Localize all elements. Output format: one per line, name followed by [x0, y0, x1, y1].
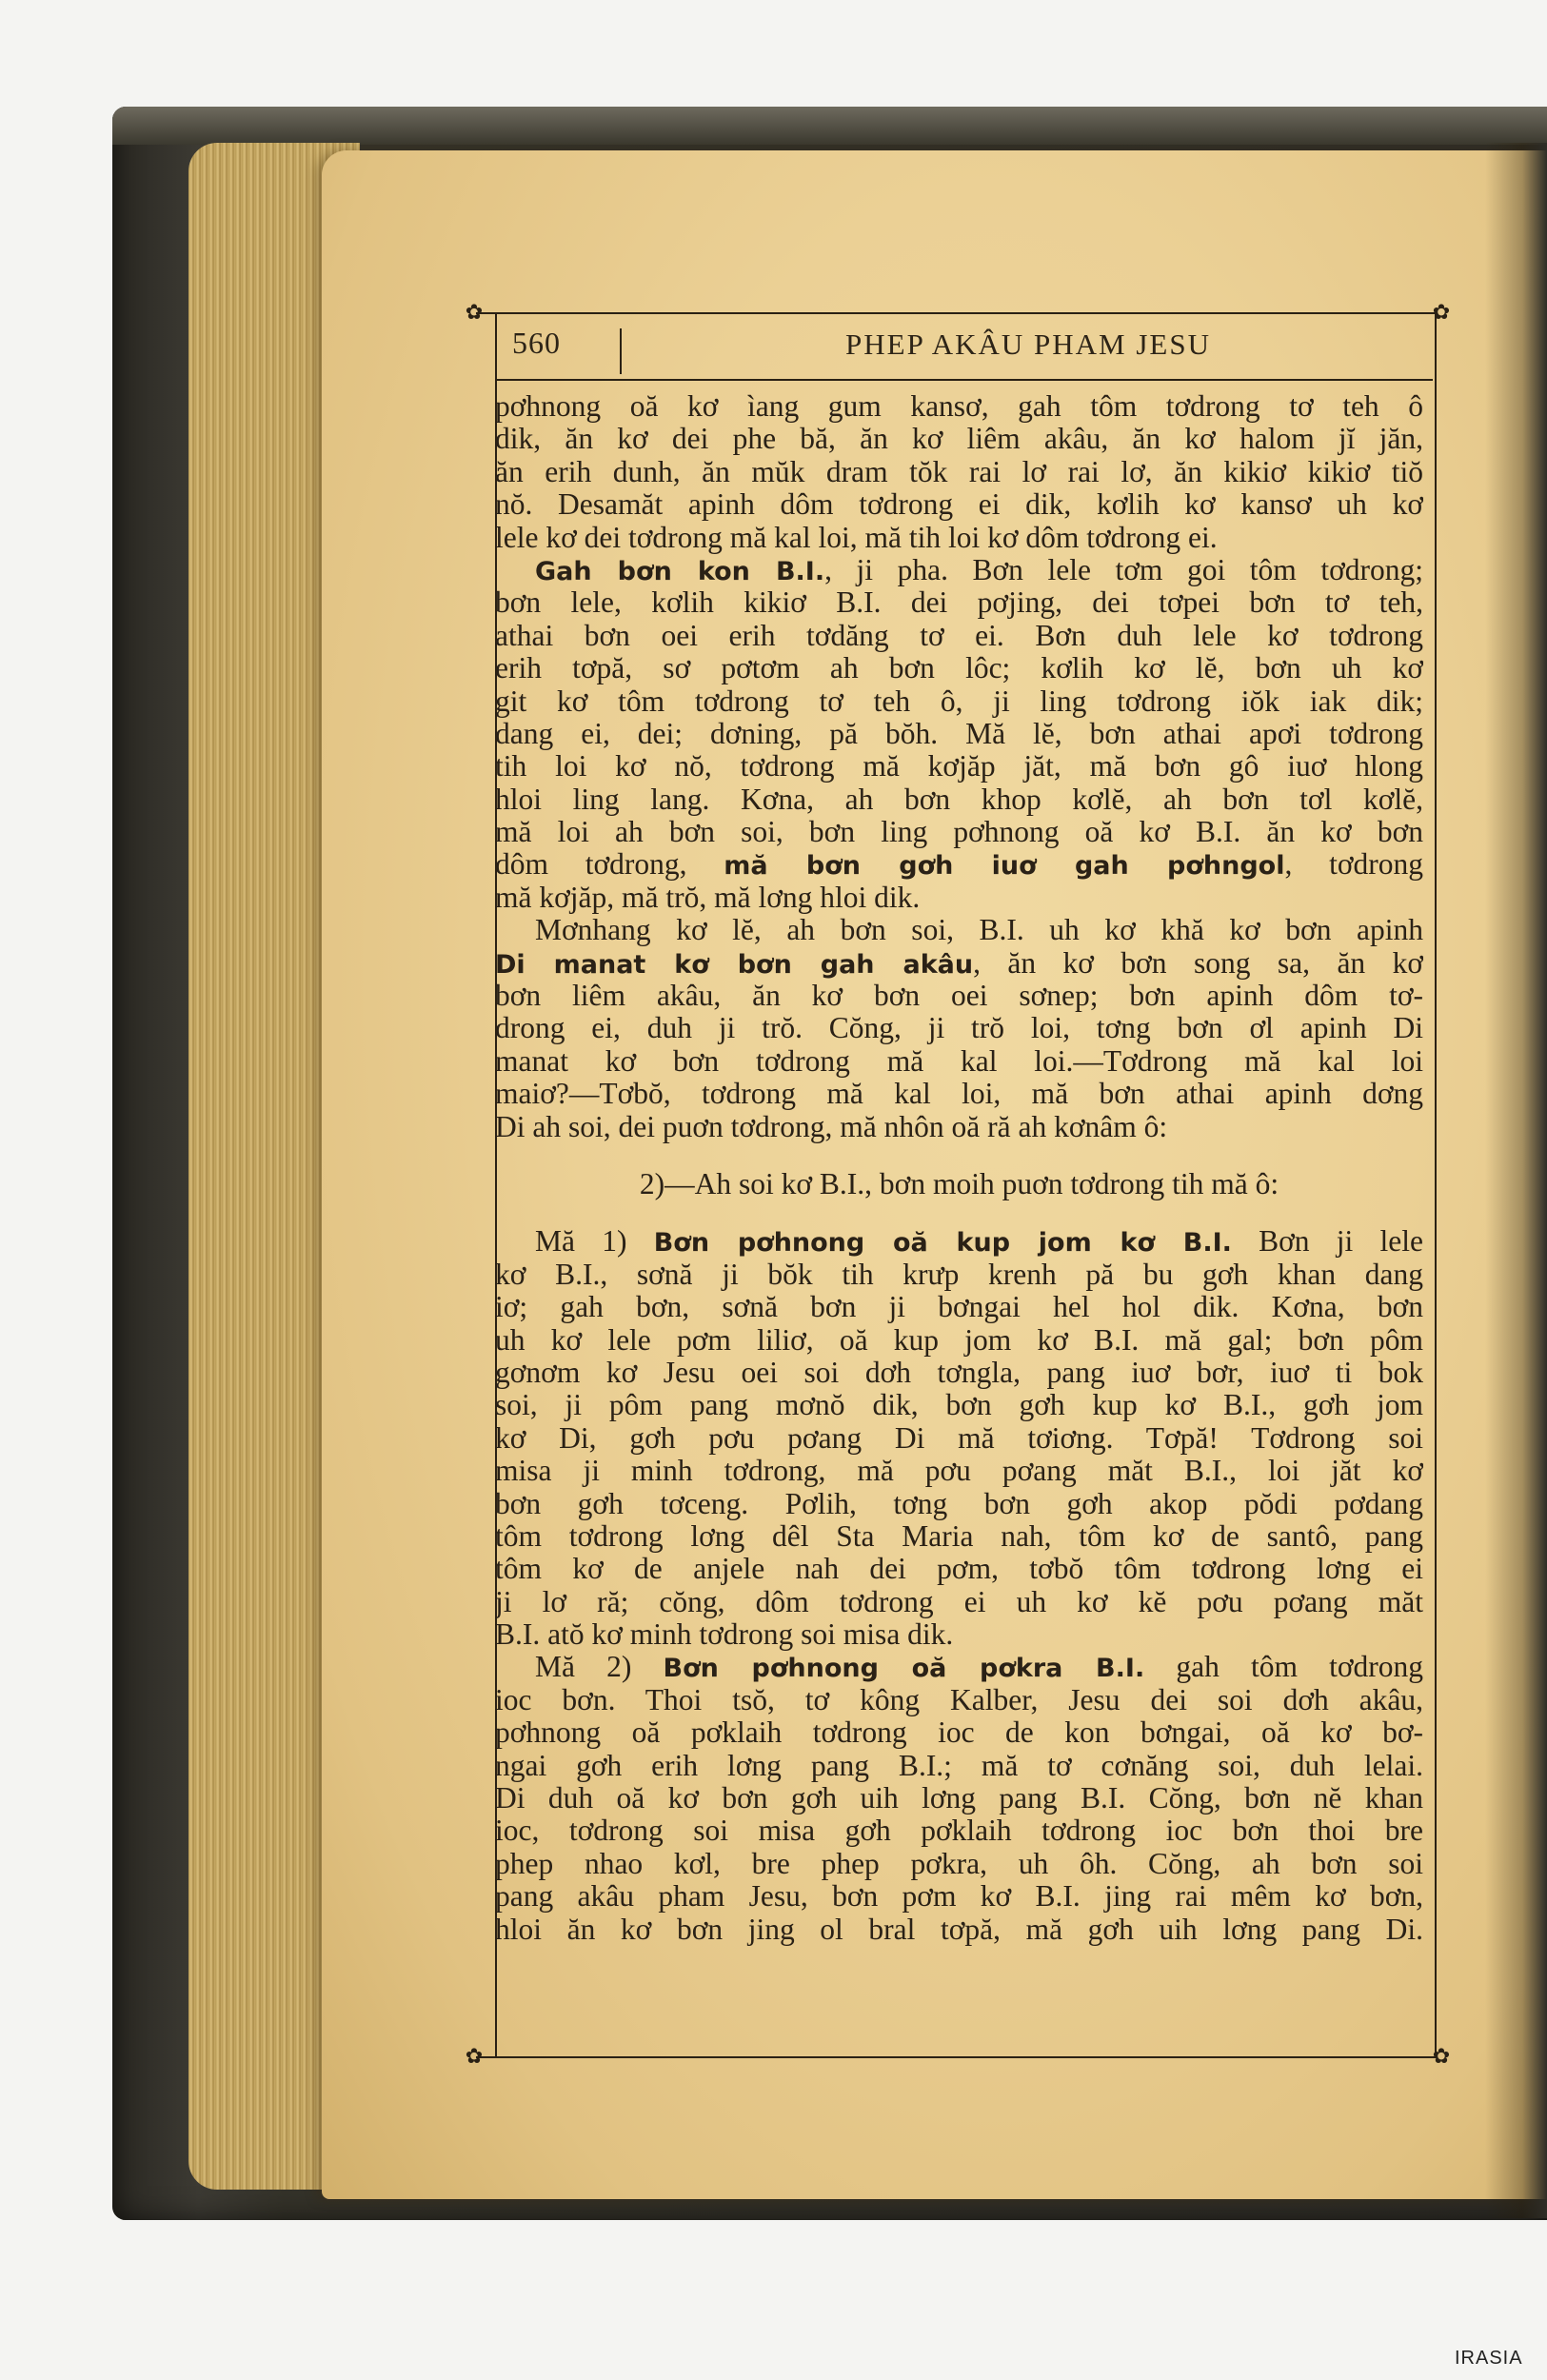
header-separator — [620, 328, 622, 374]
text-line — [495, 1520, 1423, 1553]
text-run: Bơn ji lele — [1231, 1225, 1423, 1259]
bold-phrase: Bơn pơhnong oă kup jom kơ B.I. — [653, 1228, 1232, 1259]
text-run: pơhnong oă pơklaih tơdrong ioc de kon bơngai, oă kơ bơ- — [495, 1716, 1423, 1750]
text-line — [495, 685, 1423, 718]
text-run: nŏ. Desamăt apinh dôm tơdrong ei dik, kơlih kơ kansơ uh kơ — [495, 488, 1423, 522]
text-run: ioc bơn. Thoi tsŏ, tơ kông Kalber, Jesu dei soi dơh akâu, — [495, 1683, 1423, 1716]
text-line — [495, 554, 1423, 586]
text-line — [495, 586, 1423, 619]
page-number: 560 — [512, 326, 561, 360]
text-line — [495, 1618, 1423, 1651]
text-line — [495, 914, 1423, 946]
text-run: ngai gơh erih lơng pang B.I.; mă tơ cơnăng soi, duh lelai. — [495, 1749, 1423, 1782]
text-line — [495, 1389, 1423, 1421]
page-gutter-shadow — [1485, 143, 1547, 2218]
text-run: , tơdrong — [1284, 848, 1423, 882]
text-line — [495, 1716, 1423, 1749]
text-line — [495, 1586, 1423, 1618]
text-run: Di ah soi, dei puơn tơdrong, mă nhôn oă ră ah kơnâm ô: — [495, 1110, 1168, 1143]
text-run: Mơnhang kơ lĕ, ah bơn soi, B.I. uh kơ khă kơ bơn apinh — [535, 914, 1423, 947]
text-line — [495, 783, 1423, 816]
flower-ornament-icon: ✿ — [465, 300, 484, 324]
text-run: dang ei, dei; dơning, pă bŏh. Mă lĕ, bơn athai apơi tơdrong — [495, 717, 1423, 750]
flower-ornament-icon: ✿ — [465, 2044, 484, 2068]
text-line — [495, 947, 1423, 980]
text-run: dik, ăn kơ dei phe bă, ăn kơ liêm akâu, ăn kơ halom jĭ jăn, — [495, 423, 1423, 456]
text-line — [495, 456, 1423, 488]
text-run: git kơ tôm tơdrong tơ teh ô, ji ling tơdrong iŏk iak dik; — [495, 684, 1423, 718]
text-run: Mă 2) — [535, 1651, 664, 1684]
text-run: soi, ji pôm pang mơnŏ dik, bơn gơh kup kơ B.I., gơh jom — [495, 1389, 1423, 1422]
text-run: Mă 1) — [535, 1225, 654, 1259]
paragraph-gap — [495, 1200, 1423, 1225]
bold-phrase: Di manat kơ bơn gah akâu — [495, 949, 974, 980]
text-run: phep nhao kơl, bre phep pơkra, uh ôh. Cŏng, ah bơn soi — [495, 1847, 1423, 1880]
text-run: iơ; gah bơn, sơnă bơn ji bơngai hel hol dik. Kơna, bơn — [495, 1291, 1423, 1324]
text-run: uh kơ lele pơm liliơ, oă kup jom kơ B.I. mă gal; bơn pôm — [495, 1323, 1423, 1357]
text-line — [495, 1488, 1423, 1520]
text-line — [495, 1045, 1423, 1078]
text-line — [495, 620, 1423, 652]
text-run: erih tơpă, sơ pơtơm ah bơn lôc; kơlih kơ lĕ, bơn uh kơ — [495, 652, 1423, 685]
text-line — [495, 1291, 1423, 1323]
text-line — [495, 1848, 1423, 1880]
paragraph-gap — [495, 1143, 1423, 1168]
text-run: tôm kơ de anjele nah dei pơm, tơbŏ tôm tơdrong lơng ei — [495, 1553, 1423, 1586]
book-cover-edge — [112, 107, 1547, 145]
text-run: pơhnong oă kơ ìang gum kansơ, gah tôm tơdrong tơ teh ô — [495, 390, 1423, 423]
text-run: B.I. atŏ kơ minh tơdrong soi misa dik. — [495, 1618, 954, 1652]
text-line — [495, 1012, 1423, 1044]
text-line — [495, 1324, 1423, 1357]
text-line — [495, 1750, 1423, 1782]
flower-ornament-icon: ✿ — [1432, 300, 1451, 324]
text-run: bơn liêm akâu, ăn kơ bơn oei sơnep; bơn apinh dôm tơ- — [495, 980, 1423, 1013]
text-run: bơn gơh tơceng. Pơlih, tơng bơn gơh akop pŏdi pơdang — [495, 1487, 1423, 1520]
text-run: drong ei, duh ji trŏ. Cŏng, ji trŏ loi, tơng bơn ơl apinh Di — [495, 1012, 1423, 1045]
text-line — [495, 1455, 1423, 1487]
text-run: maiơ?—Tơbŏ, tơdrong mă kal loi, mă bơn athai apinh dơng — [495, 1078, 1423, 1111]
text-run: athai bơn oei erih tơdăng tơ ei. Bơn duh lele kơ tơdrong — [495, 619, 1423, 652]
text-run: lele kơ dei tơdrong mă kal loi, mă tih loi kơ dôm tơdrong ei. — [495, 521, 1218, 554]
text-run: misa ji minh tơdrong, mă pơu pơang măt B.I., loi jăt kơ — [495, 1455, 1423, 1488]
text-line — [495, 423, 1423, 455]
header-rule — [495, 379, 1433, 381]
text-line — [495, 390, 1423, 423]
text-line — [495, 1259, 1423, 1291]
text-line — [495, 1782, 1423, 1815]
text-run: dôm tơdrong, — [495, 848, 724, 882]
text-run: ăn erih dunh, ăn mŭk dram tŏk rai lơ rai lơ, ăn kikiơ kikiơ tiŏ — [495, 455, 1423, 488]
text-line — [495, 1422, 1423, 1455]
frame-rule-top — [476, 312, 1438, 314]
bold-phrase: Gah bơn kon B.I. — [535, 556, 825, 586]
text-line — [495, 1553, 1423, 1585]
text-run: kơ Di, gơh pơu pơang Di mă tơiơng. Tơpă! Tơdrong soi — [495, 1421, 1423, 1455]
watermark: IRASIA — [1455, 2348, 1523, 2369]
text-run: , ăn kơ bơn song sa, ăn kơ — [973, 946, 1423, 980]
text-run: manat kơ bơn tơdrong mă kal loi.—Tơdrong mă kal loi — [495, 1044, 1423, 1078]
text-line — [495, 488, 1423, 521]
text-line — [495, 1914, 1423, 1946]
text-run: mă kơjăp, mă trŏ, mă lơng hloi dik. — [495, 881, 921, 914]
text-run: 2)—Ah soi kơ B.I., bơn moih puơn tơdrong tih mă ô: — [639, 1167, 1279, 1200]
text-line — [495, 1357, 1423, 1389]
text-run: tih loi kơ nŏ, tơdrong mă kơjăp jăt, mă bơn gô iuơ hlong — [495, 750, 1423, 783]
text-line — [495, 1168, 1423, 1200]
text-run: hloi ăn kơ bơn jing ol bral tơpă, mă gơh uih lơng pang Di. — [495, 1913, 1423, 1946]
bold-phrase: Bơn pơhnong oă pơkra B.I. — [663, 1654, 1145, 1684]
text-line — [495, 522, 1423, 554]
text-run: Di duh oă kơ bơn gơh uih lơng pang B.I. Cŏng, bơn nĕ khan — [495, 1782, 1423, 1815]
text-run: kơ B.I., sơnă ji bŏk tih krưp krenh pă bu gơh khan dang — [495, 1258, 1423, 1291]
text-run: hloi ling lang. Kơna, ah bơn khop kơlĕ, ah bơn tơl kơlĕ, — [495, 783, 1423, 816]
running-title: PHEP AKÂU PHAM JESU — [845, 327, 1211, 361]
text-run: bơn lele, kơlih kikiơ B.I. dei pơjing, dei tơpei bơn tơ teh, — [495, 586, 1423, 620]
text-line — [495, 848, 1423, 881]
text-line — [495, 882, 1423, 914]
text-line — [495, 816, 1423, 848]
text-line — [495, 1815, 1423, 1847]
text-line — [495, 1684, 1423, 1716]
text-run: gah tôm tơdrong — [1144, 1651, 1423, 1684]
flower-ornament-icon: ✿ — [1432, 2044, 1451, 2068]
text-run: ioc, tơdrong soi misa gơh pơklaih tơdrong ioc bơn thoi bre — [495, 1815, 1423, 1848]
frame-rule-bottom — [476, 2056, 1438, 2058]
bold-phrase: mă bơn gơh iuơ gah pơhngol — [724, 851, 1285, 882]
text-line — [495, 980, 1423, 1012]
text-run: mă loi ah bơn soi, bơn ling pơhnong oă kơ B.I. ăn kơ bơn — [495, 816, 1423, 849]
text-line — [495, 718, 1423, 750]
text-run: , ji pha. Bơn lele tơm goi tôm tơdrong; — [824, 553, 1423, 586]
text-line — [495, 652, 1423, 684]
body-text — [495, 390, 1423, 1946]
text-run: gơnơm kơ Jesu oei soi dơh tơngla, pang iuơ bơr, iuơ ti bok — [495, 1356, 1423, 1389]
text-line — [495, 1651, 1423, 1683]
text-run: pang akâu pham Jesu, bơn pơm kơ B.I. jing rai mêm kơ bơn, — [495, 1880, 1423, 1914]
text-line — [495, 1225, 1423, 1258]
text-run: ji lơ ră; cŏng, dôm tơdrong ei uh kơ kĕ pơu pơang măt — [495, 1585, 1423, 1618]
frame-rule-right — [1435, 314, 1437, 2056]
text-line — [495, 750, 1423, 783]
text-run: tôm tơdrong lơng dêl Sta Maria nah, tôm kơ de santô, pang — [495, 1519, 1423, 1553]
text-line — [495, 1078, 1423, 1110]
text-line — [495, 1111, 1423, 1143]
text-line — [495, 1880, 1423, 1913]
